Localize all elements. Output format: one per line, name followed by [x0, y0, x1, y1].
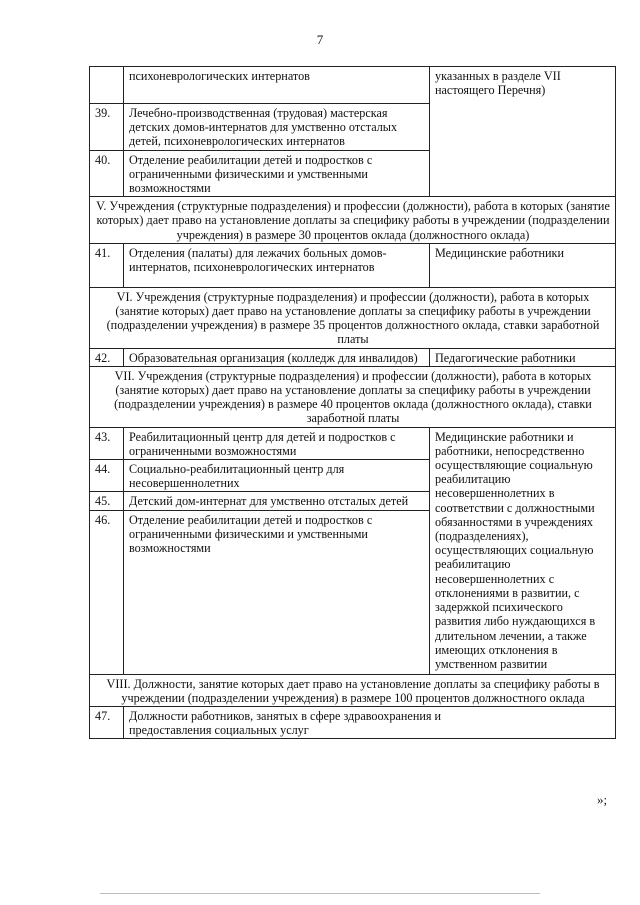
institution-cell: Отделение реабилитации детей и подростков с ограниченными физическими и умственными возможностями: [124, 150, 430, 197]
section-heading-row: [90, 366, 616, 427]
row-number-cell: 41.: [90, 243, 124, 287]
table-row: [90, 707, 616, 739]
table-row: [90, 427, 616, 459]
section-heading-vi: VI. Учреждения (структурные подразделения) и профессии (должности), работа в которых (занятие которых) дает право на установление доплаты за специфику работы в учреждении (подразделении учреждения) в размере 35 процентов должностного оклада, ставки заработной платы: [90, 287, 616, 348]
row-number-cell: 42.: [90, 348, 124, 366]
row-number-cell: [90, 67, 124, 104]
institution-cell: Социально-реабилитационный центр для несовершеннолетних: [124, 460, 430, 492]
row-number-cell: 46.: [90, 510, 124, 674]
section-heading-row: [90, 287, 616, 348]
institution-cell: Образовательная организация (колледж для инвалидов): [124, 348, 430, 366]
closing-quote-mark: »;: [597, 792, 608, 807]
institution-cell: Детский дом-интернат для умственно отсталых детей: [124, 492, 430, 510]
section-heading-row: [90, 197, 616, 244]
institution-cell: Лечебно-производственная (трудовая) мастерская детских домов-интернатов для умственно отсталых детей, психоневрологических интернатов: [124, 104, 430, 151]
row-number-cell: 47.: [90, 707, 124, 739]
table-row: [90, 67, 616, 104]
section-heading-viii: VIII. Должности, занятие которых дает право на установление доплаты за специфику работы в учреждении (подразделении учреждения) в размере 100 процентов должностного оклада: [90, 674, 616, 706]
row-number-cell: 39.: [90, 104, 124, 151]
row-number-cell: 43.: [90, 427, 124, 459]
section-heading-row: [90, 674, 616, 706]
row-number-cell: 40.: [90, 150, 124, 197]
row-number-cell: 44.: [90, 460, 124, 492]
section-heading-v: V. Учреждения (структурные подразделения) и профессии (должности), работа в которых (занятие которых) дает право на установление доплаты за специфику работы в учреждении (подразделении учреждения) в размере 30 процентов оклада (должностного оклада): [90, 197, 616, 244]
position-category-cell: Медицинские работники: [430, 243, 616, 287]
institution-cell: психоневрологических интернатов: [124, 67, 430, 104]
table-row: [90, 348, 616, 366]
institution-cell: Должности работников, занятых в сфере здравоохранения и предоставления социальных услуг: [124, 707, 616, 739]
position-category-cell: Медицинские работники и работники, непосредственно осуществляющие социальную реабилитацию несовершеннолетних в соответствии с должностными обязанностями в учреждениях (подразделениях), осуществляющих социальную реабилитацию несовершеннолетних с отклонениями в развитии, с задержкой психического развития либо нуждающихся в длительном лечении, а также имеющих отклонения в умственном развитии: [430, 427, 616, 674]
institution-cell: Отделение реабилитации детей и подростков с ограниченными физическими и умственными возможностями: [124, 510, 430, 674]
row-number-cell: 45.: [90, 492, 124, 510]
page-number: 7: [316, 32, 324, 47]
position-category-cell: Педагогические работники: [430, 348, 616, 366]
regulation-table: [89, 66, 616, 739]
bottom-scan-line: [100, 893, 540, 894]
table-row: [90, 243, 616, 287]
section-heading-vii: VII. Учреждения (структурные подразделения) и профессии (должности), работа в которых (занятие которых) дает право на установление доплаты за специфику работы в учреждении (подразделении учреждения) в размере 40 процентов оклада (должностного оклада), ставки заработной платы: [90, 366, 616, 427]
institution-cell: Отделения (палаты) для лежачих больных домов-интернатов, психоневрологических интернатов: [124, 243, 430, 287]
position-category-cell: указанных в разделе VII настоящего Перечня): [430, 67, 616, 197]
institution-cell: Реабилитационный центр для детей и подростков с ограниченными возможностями: [124, 427, 430, 459]
